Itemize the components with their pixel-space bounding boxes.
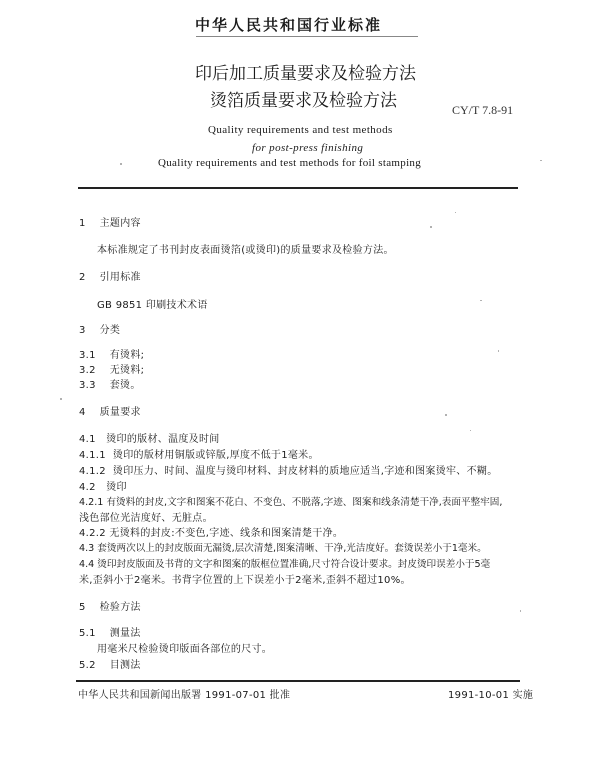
section-title: 引用标准 xyxy=(99,272,141,283)
clause-text: 烫印的版材用铜版或锌版,厚度不低于1毫米。 xyxy=(112,450,319,461)
clause-text: 测量法 xyxy=(109,628,141,639)
section-title: 主题内容 xyxy=(99,218,141,229)
clause-text: 烫印的版材、温度及时间 xyxy=(106,434,220,445)
clause-4-1-1 xyxy=(79,446,319,461)
item-number: 3.1 xyxy=(79,350,96,361)
clause-4-4-line-2: 米,歪斜小于2毫米。书背字位置的上下误差小于2毫米,歪斜不超过10%。 xyxy=(79,575,411,586)
clause-number: 4.1.1 xyxy=(79,450,106,461)
section-2-heading xyxy=(79,268,141,283)
item-text: 有烫料; xyxy=(109,350,145,361)
clause-4-2 xyxy=(79,478,127,493)
english-title-line-2: for post-press finishing xyxy=(252,142,364,154)
clause-4-3: 4.3 套烫两次以上的封皮版面无漏烫,层次清楚,图案清晰、干净,光洁度好。套烫误差小于1毫米。 xyxy=(79,543,487,554)
scan-speck xyxy=(540,160,542,161)
scan-speck xyxy=(480,300,482,301)
title-line-1: 印后加工质量要求及检验方法 xyxy=(195,64,416,84)
issuer-line: 中华人民共和国新闻出版署 1991-07-01 批准 xyxy=(78,690,291,701)
section-1-heading xyxy=(79,214,141,229)
section-title: 质量要求 xyxy=(99,407,141,418)
section-number: 4 xyxy=(79,407,86,418)
section-5-heading xyxy=(79,598,141,613)
list-item xyxy=(79,361,144,376)
footer-rule xyxy=(76,680,520,682)
clause-4-4-line-1: 4.4 烫印封皮版面及书背的文字和图案的版框位置准确,尺寸符合设计要求。封皮烫印误差小于5毫 xyxy=(79,559,491,570)
clause-number: 4.1.2 xyxy=(79,466,106,477)
title-line-2: 烫箔质量要求及检验方法 xyxy=(210,91,397,111)
clause-5-2 xyxy=(79,656,141,671)
clause-4-2-1-line-1: 4.2.1 有烫料的封皮,文字和图案不花白、不变色、不脱落,字迹、图案和线条清楚干净,表面平整牢固, xyxy=(79,497,503,508)
banner-rule xyxy=(196,36,418,37)
section-3-heading xyxy=(79,321,120,336)
clause-number: 4.2 xyxy=(79,482,96,493)
clause-4-1-2 xyxy=(79,462,498,477)
section-number: 5 xyxy=(79,602,86,613)
section-title: 检验方法 xyxy=(99,602,141,613)
scan-speck xyxy=(60,398,62,400)
item-text: 无烫料; xyxy=(109,365,145,376)
standard-code: CY/T 7.8-91 xyxy=(452,103,514,117)
scan-speck xyxy=(498,350,499,352)
standard-banner: 中华人民共和国行业标准 xyxy=(195,16,383,34)
clause-4-2-2: 4.2.2 无烫料的封皮:不变色,字迹、线条和图案清楚干净。 xyxy=(79,528,344,539)
clause-number: 5.2 xyxy=(79,660,96,671)
clause-4-1 xyxy=(79,430,220,445)
item-number: 3.2 xyxy=(79,365,96,376)
scan-speck xyxy=(520,610,521,612)
section-title: 分类 xyxy=(99,325,121,336)
english-title-line-1: Quality requirements and test methods xyxy=(208,124,393,136)
clause-text: 目测法 xyxy=(109,660,141,671)
scan-speck xyxy=(430,226,432,228)
section-1-paragraph: 本标准规定了书刊封皮表面烫箔(或烫印)的质量要求及检验方法。 xyxy=(97,245,394,256)
header-rule xyxy=(78,187,518,189)
scan-speck xyxy=(470,430,471,431)
item-text: 套烫。 xyxy=(109,380,141,391)
scan-speck xyxy=(120,163,122,165)
clause-number: 5.1 xyxy=(79,628,96,639)
clause-5-1-paragraph: 用毫米尺检验烫印版面各部位的尺寸。 xyxy=(97,644,273,655)
clause-4-2-1-line-2: 浅色部位光洁度好、无脏点。 xyxy=(79,513,213,524)
clause-number: 4.1 xyxy=(79,434,96,445)
item-number: 3.3 xyxy=(79,380,96,391)
english-title-line-3: Quality requirements and test methods for foil stamping xyxy=(158,157,422,169)
list-item xyxy=(79,376,141,391)
scan-speck xyxy=(455,212,456,213)
section-4-heading xyxy=(79,403,141,418)
section-number: 3 xyxy=(79,325,86,336)
effective-date: 1991-10-01 实施 xyxy=(448,690,534,701)
scan-speck xyxy=(445,414,447,416)
clause-text: 烫印 xyxy=(106,482,127,493)
section-number: 2 xyxy=(79,272,86,283)
clause-5-1 xyxy=(79,624,141,639)
section-2-paragraph: GB 9851 印刷技术术语 xyxy=(97,300,208,311)
clause-text: 烫印压力、时间、温度与烫印材料、封皮材料的质地应适当,字迹和图案烫牢、不糊。 xyxy=(112,466,498,477)
section-number: 1 xyxy=(79,218,86,229)
list-item xyxy=(79,346,144,361)
